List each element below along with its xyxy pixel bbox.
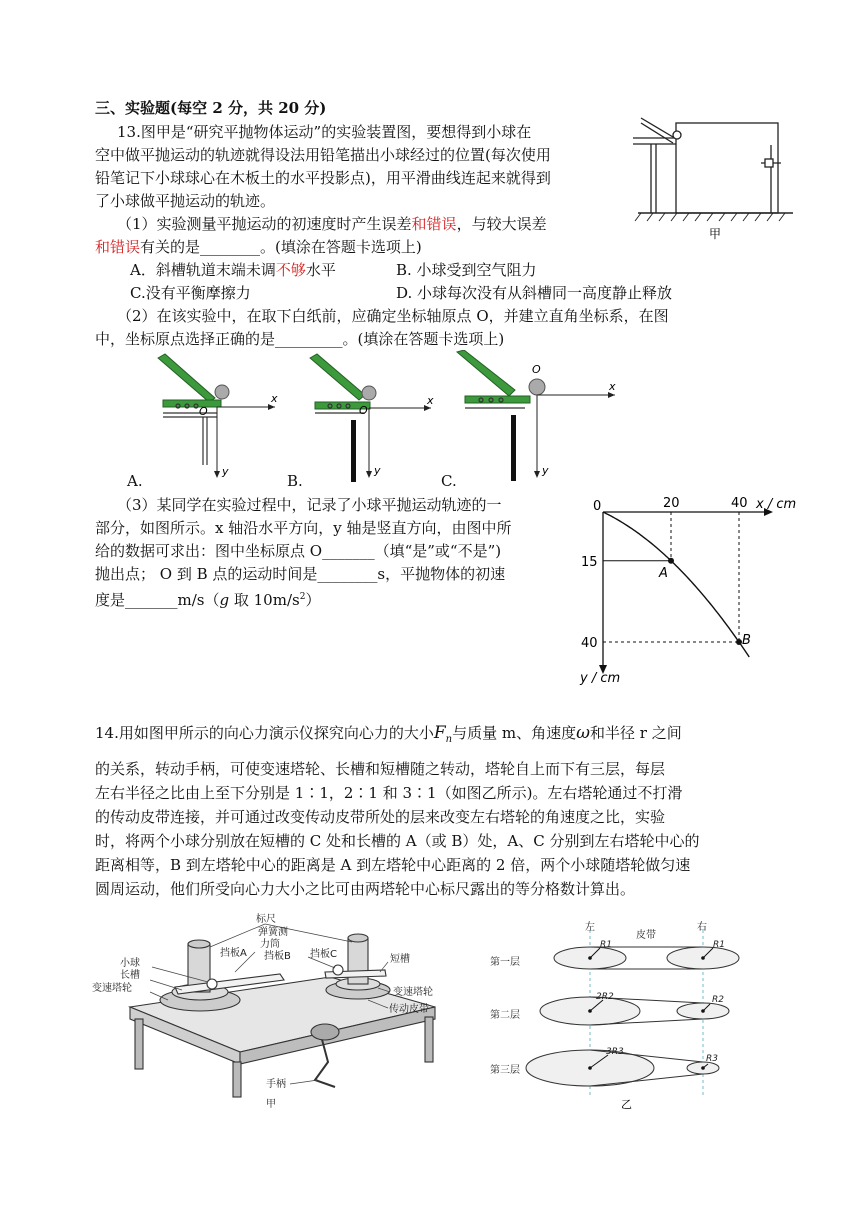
option-d[interactable]: D. 小球每次没有从斜槽同一高度静止释放 — [396, 284, 673, 302]
point-label-B: B — [742, 633, 751, 648]
svg-text:挡板B: 挡板B — [264, 951, 291, 962]
svg-text:R2: R2 — [712, 995, 724, 1005]
option-a[interactable]: A．斜槽轨道末端未调不够水平 — [130, 261, 336, 279]
part2-line1: （2）在该实验中，在取下白纸前，应确定坐标轴原点 O，并建立直角坐标系，在图 — [117, 307, 669, 325]
q13-line1: 13.图甲是“研究平抛物体运动”的实验装置图，要想得到小球在 — [117, 123, 532, 141]
diagram-a[interactable] — [158, 354, 278, 478]
y-tick-label-15: 15 — [581, 554, 598, 570]
origin-label: 0 — [593, 499, 602, 514]
svg-text:R1: R1 — [713, 940, 725, 950]
q14-line6: 距离相等，B 到左塔轮中心的距离是 A 到左塔轮中心距离的 2 倍，两个小球随塔轮做匀速 — [95, 856, 691, 874]
part3-line4: 抛出点； O 到 B 点的运动时间是________s，平抛物体的初速 — [95, 565, 506, 583]
q14-line4: 的传动皮带连接，并可通过改变传动皮带所处的层来改变左右塔轮的角速度之比，实验 — [95, 808, 666, 826]
q14-line2: 的关系，转动手柄，可使变速塔轮、长槽和短槽随之转动，塔轮自上而下有三层，每层 — [95, 760, 666, 778]
y-axis-label: y / cm — [580, 671, 621, 686]
ball-icon — [333, 965, 343, 975]
svg-text:手柄: 手柄 — [266, 1079, 286, 1090]
q13-line4: 了小球做平抛运动的轨迹。 — [95, 192, 276, 210]
axis-y-label: y — [374, 464, 381, 477]
axis-y-label: y — [542, 464, 549, 477]
svg-text:3R3: 3R3 — [606, 1047, 624, 1057]
q14-line7: 圆周运动，他们所受向心力大小之比可由两塔轮中心标尺露出的等分格数计算出。 — [95, 880, 636, 898]
ball-icon — [215, 385, 229, 399]
axis-o-label: O — [532, 363, 541, 376]
svg-text:挡板C: 挡板C — [310, 949, 337, 960]
right-label: 右 — [697, 922, 707, 933]
tower-wheel-layers-figure — [488, 918, 768, 1113]
q13-line2: 空中做平抛运动的轨迹就得设法用铅笔描出小球经过的位置(每次使用 — [95, 146, 551, 164]
layer-2-label: 第二层 — [490, 1010, 520, 1021]
q14-line1: 14.用如图甲所示的向心力演示仪探究向心力的大小$F_n$与质量 m、角速度ω和半径 r 之间 — [95, 723, 682, 745]
left-label: 左 — [585, 922, 595, 933]
figure-jia-label: 甲 — [266, 1099, 276, 1110]
q14-line5: 时，将两个小球分别放在短槽的 C 处和长槽的 A（或 B）处，A、C 分别到左右塔轮中心的 — [95, 832, 700, 850]
point-A — [668, 558, 674, 564]
part2-line2: 中，坐标原点选择正确的是_________。(填涂在答题卡选项上) — [95, 330, 505, 348]
option-c[interactable]: C.没有平衡摩擦力 — [130, 284, 251, 302]
option-label-a[interactable]: A. — [127, 472, 143, 490]
option-label-b[interactable]: B. — [287, 472, 303, 490]
q13-line3: 铅笔记下小球球心在木板土的水平投影点)，用平滑曲线连起来就得到 — [95, 169, 551, 187]
svg-text:力筒: 力筒 — [260, 939, 280, 950]
ball-icon — [529, 379, 545, 395]
axis-x-label: x — [271, 392, 278, 405]
trajectory-curve — [603, 512, 749, 657]
origin-choice-figures — [125, 350, 645, 490]
part3-line3: 给的数据可求出：图中坐标原点 O_______（填“是”或“不是”) — [95, 542, 502, 560]
option-label-c[interactable]: C. — [441, 472, 457, 490]
svg-text:R1: R1 — [600, 940, 612, 950]
trajectory-chart — [575, 492, 800, 692]
part3-line1: （3）某同学在实验过程中，记录了小球平抛运动轨迹的一 — [117, 496, 502, 514]
ball-icon — [362, 386, 376, 400]
option-b[interactable]: B. 小球受到空气阻力 — [396, 261, 537, 279]
point-label-A: A — [659, 565, 668, 581]
x-tick-label-20: 20 — [663, 496, 680, 511]
x-tick-label-40: 40 — [731, 496, 748, 511]
axis-x-label: x — [609, 380, 616, 393]
svg-text:挡板A: 挡板A — [220, 948, 247, 959]
part1-line2: 和错误有关的是________。(填涂在答题卡选项上) — [95, 238, 422, 256]
axis-x-label: x — [427, 394, 434, 407]
svg-text:小球: 小球 — [120, 958, 140, 969]
svg-text:R3: R3 — [706, 1054, 718, 1064]
q14-line3: 左右半径之比由上至下分别是 1∶1，2∶1 和 3∶1（如图乙所示)。左右塔轮通过不打滑 — [95, 784, 683, 802]
axis-y-label: y — [222, 465, 229, 478]
apparatus-figure — [633, 113, 793, 243]
svg-text:变速塔轮: 变速塔轮 — [92, 983, 132, 994]
x-axis-label: x / cm — [756, 497, 797, 512]
ball-icon — [207, 979, 217, 989]
figure-jia-label: 甲 — [709, 227, 722, 241]
diagram-b[interactable] — [310, 354, 434, 482]
layer-3-label: 第三层 — [490, 1065, 520, 1076]
axis-o-label: O — [359, 404, 368, 417]
svg-text:传动皮带: 传动皮带 — [389, 1004, 429, 1015]
part1-line1: （1）实验测量平抛运动的初速度时产生误差和错误，与较大误差 — [117, 215, 547, 233]
part3-line2: 部分，如图所示。x 轴沿水平方向，y 轴是竖直方向，由图中所 — [95, 519, 512, 537]
svg-text:弹簧测: 弹簧测 — [258, 927, 288, 938]
ramp-line — [641, 118, 673, 137]
board-rect — [676, 123, 778, 213]
svg-text:变速塔轮: 变速塔轮 — [393, 987, 433, 998]
centripetal-apparatus-figure — [90, 912, 470, 1112]
part3-line5: 度是_______m/s（g 取 $10m/s^2$） — [95, 591, 321, 609]
y-tick-label-40: 40 — [581, 636, 598, 651]
svg-text:长槽: 长槽 — [120, 970, 140, 981]
diagram-c[interactable] — [457, 350, 616, 481]
layer-1-label: 第一层 — [490, 957, 520, 968]
svg-text:标尺: 标尺 — [256, 914, 276, 925]
svg-text:2R2: 2R2 — [596, 992, 614, 1002]
svg-text:短槽: 短槽 — [390, 954, 410, 965]
figure-yi-label: 乙 — [621, 1098, 632, 1111]
section-title: 三、实验题(每空 2 分，共 20 分) — [95, 99, 327, 117]
belt-label: 皮带 — [636, 930, 656, 941]
axis-o-label: O — [199, 405, 208, 418]
